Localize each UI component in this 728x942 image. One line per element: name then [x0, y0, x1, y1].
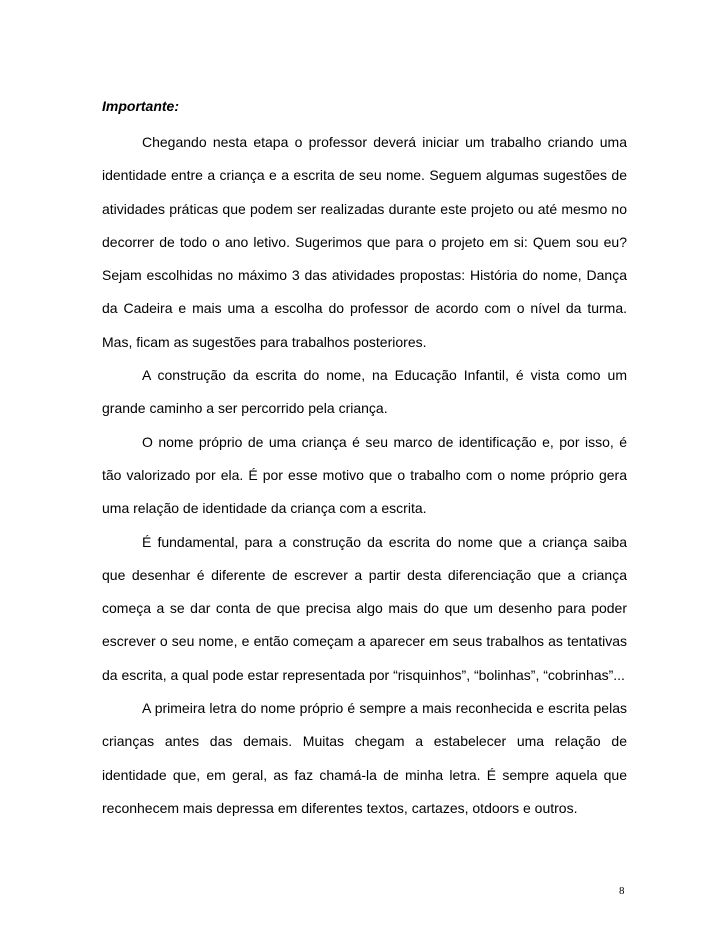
paragraph-5: A primeira letra do nome próprio é sempre a mais reconhecida e escrita pelas crianças antes das demais. Muitas chegam a estabelecer uma relação de identidade que, em geral, as faz chamá-la de minha letra. É sempre aquela que reconhecem mais depressa em diferentes textos, cartazes, otdoors e outros.: [102, 700, 627, 816]
body-text: [102, 126, 627, 825]
page-number: 8: [619, 885, 625, 897]
paragraph-2: A construção da escrita do nome, na Educação Infantil, é vista como um grande caminho a ser percorrido pela criança.: [102, 367, 627, 417]
section-heading: Importante:: [102, 98, 179, 114]
paragraph-1: Chegando nesta etapa o professor deverá iniciar um trabalho criando uma identidade entre a criança e a escrita de seu nome. Seguem algumas sugestões de atividades práticas que podem ser realizadas durante este projeto ou até mesmo no decorrer de todo o ano letivo. Sugerimos que para o projeto em si: Quem sou eu? Sejam escolhidas no máximo 3 das atividades propostas: História do nome, Dança da Cadeira e mais uma a escolha do professor de acordo com o nível da turma. Mas, ficam as sugestões para trabalhos posteriores.: [102, 134, 627, 350]
paragraph-3: O nome próprio de uma criança é seu marco de identificação e, por isso, é tão valorizado por ela. É por esse motivo que o trabalho com o nome próprio gera uma relação de identidade da criança com a escrita.: [102, 433, 627, 517]
paragraph-4: É fundamental, para a construção da escrita do nome que a criança saiba que desenhar é diferente de escrever a partir desta diferenciação que a criança começa a se dar conta de que precisa algo mais do que um desenho para poder escrever o seu nome, e então começam a aparecer em seus trabalhos as tentativas da escrita, a qual pode estar representada por “risquinhos”, “bolinhas”, “cobrinhas”...: [102, 533, 627, 683]
